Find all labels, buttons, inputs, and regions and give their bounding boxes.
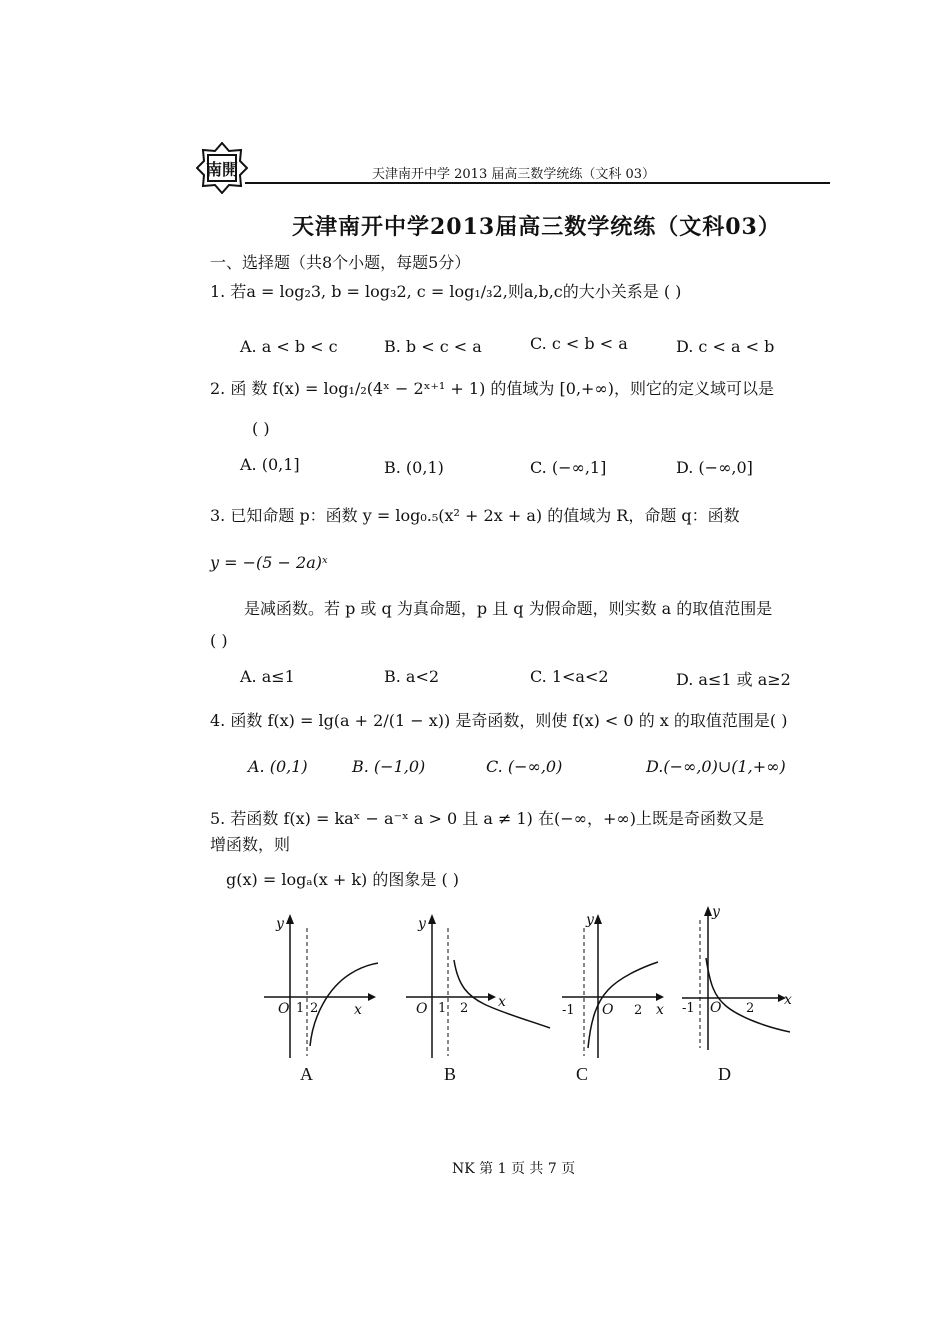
q2-paren: ( ) (252, 419, 270, 438)
q1-option-d: D. c < a < b (676, 337, 775, 356)
header-rule (245, 182, 830, 184)
graph-a (258, 908, 378, 1058)
svg-text:2: 2 (460, 1001, 469, 1016)
q5-stem-line1: 5. 若函数 f(x) = kaˣ − a⁻ˣ a > 0 且 a ≠ 1) 在(−∞，+∞)上既是奇函数又是 (210, 809, 764, 828)
q3-option-c: C. 1<a<2 (530, 667, 609, 686)
svg-text:x: x (784, 992, 792, 1008)
q4-option-d: D.(−∞,0)∪(1,+∞) (646, 757, 786, 776)
school-logo (196, 142, 248, 194)
svg-text:y: y (586, 912, 594, 928)
svg-text:x: x (656, 1002, 664, 1018)
q3-paren: ( ) (210, 631, 228, 650)
q1-option-a: A. a < b < c (240, 337, 338, 356)
q3-option-b: B. a<2 (384, 667, 440, 686)
svg-text:x: x (354, 1002, 362, 1018)
graph-b (402, 908, 552, 1058)
svg-text:2: 2 (746, 1001, 755, 1016)
q2-option-a: A. (0,1] (240, 455, 300, 474)
q1-option-c: C. c < b < a (530, 334, 628, 353)
svg-text:2: 2 (310, 1001, 319, 1016)
svg-text:-1: -1 (562, 1003, 575, 1018)
q2-option-b: B. (0,1) (384, 458, 444, 477)
svg-text:南開: 南開 (205, 160, 239, 179)
graph-a-label: A (300, 1064, 313, 1084)
q1-option-b: B. b < c < a (384, 337, 482, 356)
q4-option-b: B. (−1,0) (352, 757, 426, 776)
running-header: 天津南开中学 2013 届高三数学统练（文科 03） (372, 167, 656, 182)
q4-option-c: C. (−∞,0) (486, 757, 563, 776)
graph-b-label: B (444, 1064, 457, 1084)
graph-d-label: D (718, 1064, 731, 1084)
q1-stem: 1. 若a = log₂3, b = log₃2, c = log₁/₃2,则a,b,c的大小关系是 ( ) (210, 282, 682, 301)
svg-text:y: y (712, 904, 720, 920)
section-heading: 一、选择题（共8个小题，每题5分） (210, 253, 471, 272)
q2-option-c: C. (−∞,1] (530, 458, 607, 477)
svg-text:O: O (710, 1000, 722, 1016)
q2-option-d: D. (−∞,0] (676, 458, 753, 477)
svg-text:O: O (278, 1001, 290, 1017)
svg-text:y: y (418, 916, 426, 932)
q3-option-a: A. a≤1 (240, 667, 295, 686)
q3-option-d: D. a≤1 或 a≥2 (676, 670, 791, 689)
page-footer: NK 第 1 页 共 7 页 (452, 1161, 576, 1177)
q3-stem-line1: 3. 已知命题 p：函数 y = log₀.₅(x² + 2x + a) 的值域为 R，命题 q：函数 (210, 506, 740, 525)
q3-stem-line3: 是减函数。若 p 或 q 为真命题，p 且 q 为假命题，则实数 a 的取值范围是 (244, 599, 773, 618)
page-title: 天津南开中学2013届高三数学统练（文科03） (292, 214, 781, 240)
svg-text:y: y (276, 916, 284, 932)
q4-stem: 4. 函数 f(x) = lg(a + 2/(1 − x)) 是奇函数，则使 f(x) < 0 的 x 的取值范围是( ) (210, 711, 788, 730)
svg-text:O: O (416, 1001, 428, 1017)
svg-text:x: x (498, 994, 506, 1010)
svg-text:-1: -1 (682, 1001, 695, 1016)
graph-d (680, 900, 800, 1050)
graph-c (560, 908, 675, 1058)
q4-option-a: A. (0,1) (248, 757, 308, 776)
svg-text:2: 2 (634, 1003, 643, 1018)
svg-text:1: 1 (296, 1001, 305, 1016)
q5-stem-line2: 增函数，则 (210, 835, 291, 854)
q3-stem-line2: y = −(5 − 2a)ˣ (210, 553, 328, 572)
svg-text:1: 1 (438, 1001, 447, 1016)
svg-text:O: O (602, 1002, 614, 1018)
q5-stem-line3: g(x) = logₐ(x + k) 的图象是 ( ) (226, 870, 460, 889)
graph-c-label: C (576, 1064, 589, 1084)
q2-stem: 2. 函 数 f(x) = log₁/₂(4ˣ − 2ˣ⁺¹ + 1) 的值域为 [0,+∞)，则它的定义域可以是 (210, 379, 775, 398)
